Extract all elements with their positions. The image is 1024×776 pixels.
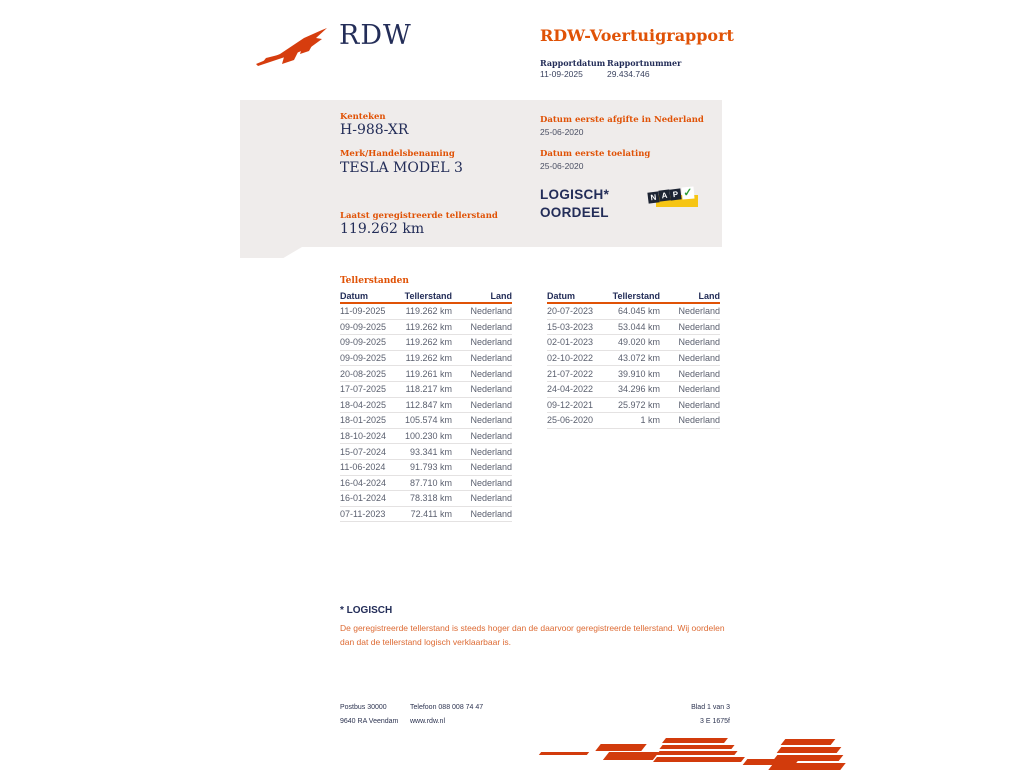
tables-title: Tellerstanden — [340, 276, 409, 286]
oordeel-line2: OORDEEL — [540, 205, 609, 220]
page-title: RDW-Voertuigrapport — [540, 26, 734, 45]
kenteken-label: Kenteken — [340, 112, 386, 122]
report-date-label: Rapportdatum — [540, 58, 606, 68]
cell-datum: 18-04-2025 — [340, 399, 387, 410]
oordeel-line1: LOGISCH* — [540, 187, 610, 202]
rdw-stripes-graphic-icon — [540, 736, 820, 776]
cell-land: Nederland — [470, 321, 512, 332]
cell-land: Nederland — [470, 337, 512, 348]
table-header — [340, 290, 512, 304]
nap-letter-n: N — [647, 191, 659, 203]
table-row — [340, 460, 512, 476]
cell-tellerstand: 49.020 km — [617, 337, 660, 348]
table-row — [547, 335, 720, 351]
cell-datum: 20-08-2025 — [340, 368, 387, 379]
cell-land: Nederland — [678, 399, 720, 410]
afgifte-value: 25-06-2020 — [540, 127, 584, 137]
rdw-wordmark: RDW — [339, 20, 412, 51]
rdw-logo-icon — [254, 24, 332, 70]
cell-tellerstand: 119.262 km — [405, 321, 452, 332]
cell-tellerstand: 78.318 km — [409, 493, 452, 504]
footer-address — [340, 701, 398, 729]
cell-datum: 15-07-2024 — [340, 446, 387, 457]
cell-tellerstand: 43.072 km — [617, 353, 660, 364]
table-row — [340, 507, 512, 523]
cell-datum: 02-10-2022 — [547, 353, 594, 364]
cell-land: Nederland — [470, 446, 512, 457]
toelating-value: 25-06-2020 — [540, 161, 584, 171]
cell-land: Nederland — [470, 477, 512, 488]
cell-datum: 09-09-2025 — [340, 337, 387, 348]
cell-datum: 18-10-2024 — [340, 431, 387, 442]
merk-value: TESLA MODEL 3 — [340, 160, 463, 176]
cell-land: Nederland — [678, 384, 720, 395]
footer-page-number: Blad 1 van 3 — [691, 704, 730, 711]
cell-tellerstand: 72.411 km — [410, 509, 452, 520]
nap-logo-icon — [648, 186, 700, 210]
cell-land: Nederland — [470, 462, 512, 473]
tellerstand-value: 119.262 km — [340, 221, 425, 237]
cell-tellerstand: 87.710 km — [409, 477, 452, 488]
toelating-label: Datum eerste toelating — [540, 149, 651, 159]
table-rows — [340, 304, 512, 522]
table-row — [340, 444, 512, 460]
cell-tellerstand: 53.044 km — [617, 321, 660, 332]
cell-datum: 16-04-2024 — [340, 477, 387, 488]
table-row — [547, 382, 720, 398]
footer-contact — [410, 701, 483, 729]
logisch-explanation: De geregistreerde tellerstand is steeds hoger dan de daarvoor geregistreerde tellerstand. Wij oordelen dan dat de tellerstand logisch verklaarbaar is. — [340, 623, 725, 647]
cell-tellerstand: 25.972 km — [617, 399, 660, 410]
cell-land: Nederland — [470, 399, 512, 410]
cell-land: Nederland — [470, 431, 512, 442]
cell-land: Nederland — [470, 384, 512, 395]
table-row — [340, 304, 512, 320]
cell-tellerstand: 100.230 km — [404, 431, 452, 442]
table-row — [340, 320, 512, 336]
cell-land: Nederland — [678, 415, 720, 426]
table-header — [547, 290, 720, 304]
cell-datum: 11-06-2024 — [340, 462, 386, 473]
report-date-value: 11-09-2025 — [540, 69, 583, 79]
table-row — [547, 320, 720, 336]
header-land: Land — [490, 291, 512, 301]
footer-form-code: 3 E 1675f — [700, 718, 730, 725]
cell-datum: 20-07-2023 — [547, 306, 594, 317]
nap-letter-p: P — [669, 188, 681, 200]
kenteken-value: H-988-XR — [340, 122, 409, 138]
oordeel-text — [540, 186, 609, 222]
header-tellerstand: Tellerstand — [404, 291, 452, 301]
cell-tellerstand: 119.261 km — [405, 368, 452, 379]
cell-tellerstand: 112.847 km — [405, 399, 452, 410]
cell-datum: 09-09-2025 — [340, 321, 387, 332]
cell-tellerstand: 119.262 km — [405, 353, 452, 364]
cell-datum: 02-01-2023 — [547, 337, 594, 348]
cell-land: Nederland — [678, 337, 720, 348]
cell-land: Nederland — [470, 368, 512, 379]
header-tellerstand: Tellerstand — [612, 291, 660, 301]
table-row — [340, 382, 512, 398]
table-row — [547, 351, 720, 367]
cell-tellerstand: 1 km — [640, 415, 660, 426]
cell-tellerstand: 119.262 km — [405, 337, 452, 348]
cell-tellerstand: 93.341 km — [409, 446, 452, 457]
table-row — [340, 366, 512, 382]
cell-land: Nederland — [470, 353, 512, 364]
cell-land: Nederland — [470, 306, 512, 317]
cell-tellerstand: 34.296 km — [617, 384, 660, 395]
table-row — [340, 335, 512, 351]
footer-phone: Telefoon 088 008 74 47 — [410, 704, 484, 711]
cell-datum: 25-06-2020 — [547, 415, 594, 426]
summary-card-tab — [240, 247, 302, 258]
table-rows — [547, 304, 720, 429]
nap-check-icon: ✓ — [682, 186, 694, 200]
afgifte-label: Datum eerste afgifte in Nederland — [540, 115, 704, 125]
cell-tellerstand: 91.793 km — [409, 462, 452, 473]
cell-land: Nederland — [678, 368, 720, 379]
tellerstanden-table-right — [547, 290, 720, 429]
tellerstanden-table-left — [340, 290, 512, 522]
cell-datum: 09-12-2021 — [547, 399, 594, 410]
footer-page-info — [691, 701, 730, 729]
report-number-value: 29.434.746 — [607, 69, 650, 79]
table-row — [340, 351, 512, 367]
table-row — [340, 413, 512, 429]
merk-label: Merk/Handelsbenaming — [340, 149, 455, 159]
cell-datum: 21-07-2022 — [547, 368, 594, 379]
footer-address-line2: 9640 RA Veendam — [340, 718, 399, 725]
header-datum: Datum — [547, 291, 576, 301]
nap-letter-a: A — [658, 189, 670, 201]
footer-website: www.rdw.nl — [410, 718, 446, 725]
cell-land: Nederland — [678, 306, 720, 317]
tellerstand-label: Laatst geregistreerde tellerstand — [340, 211, 498, 221]
cell-tellerstand: 105.574 km — [404, 415, 452, 426]
cell-datum: 11-09-2025 — [340, 306, 386, 317]
cell-datum: 18-01-2025 — [340, 415, 387, 426]
table-row — [340, 398, 512, 414]
header-datum: Datum — [340, 291, 369, 301]
table-row — [340, 476, 512, 492]
table-row — [340, 429, 512, 445]
cell-land: Nederland — [470, 509, 512, 520]
table-row — [547, 304, 720, 320]
header-land: Land — [698, 291, 720, 301]
cell-datum: 17-07-2025 — [340, 384, 387, 395]
cell-datum: 24-04-2022 — [547, 384, 594, 395]
logisch-heading: * LOGISCH — [340, 605, 393, 616]
cell-datum: 16-01-2024 — [340, 493, 387, 504]
cell-datum: 15-03-2023 — [547, 321, 594, 332]
cell-land: Nederland — [470, 493, 512, 504]
table-row — [547, 366, 720, 382]
cell-tellerstand: 118.217 km — [405, 384, 452, 395]
cell-land: Nederland — [470, 415, 512, 426]
footer-address-line1: Postbus 30000 — [340, 704, 387, 711]
table-row — [547, 413, 720, 429]
cell-land: Nederland — [678, 321, 720, 332]
cell-tellerstand: 64.045 km — [617, 306, 660, 317]
cell-land: Nederland — [678, 353, 720, 364]
cell-tellerstand: 119.262 km — [405, 306, 452, 317]
cell-tellerstand: 39.910 km — [617, 368, 660, 379]
cell-datum: 09-09-2025 — [340, 353, 387, 364]
table-row — [340, 491, 512, 507]
table-row — [547, 398, 720, 414]
report-number-label: Rapportnummer — [607, 58, 682, 68]
cell-datum: 07-11-2023 — [340, 509, 386, 520]
